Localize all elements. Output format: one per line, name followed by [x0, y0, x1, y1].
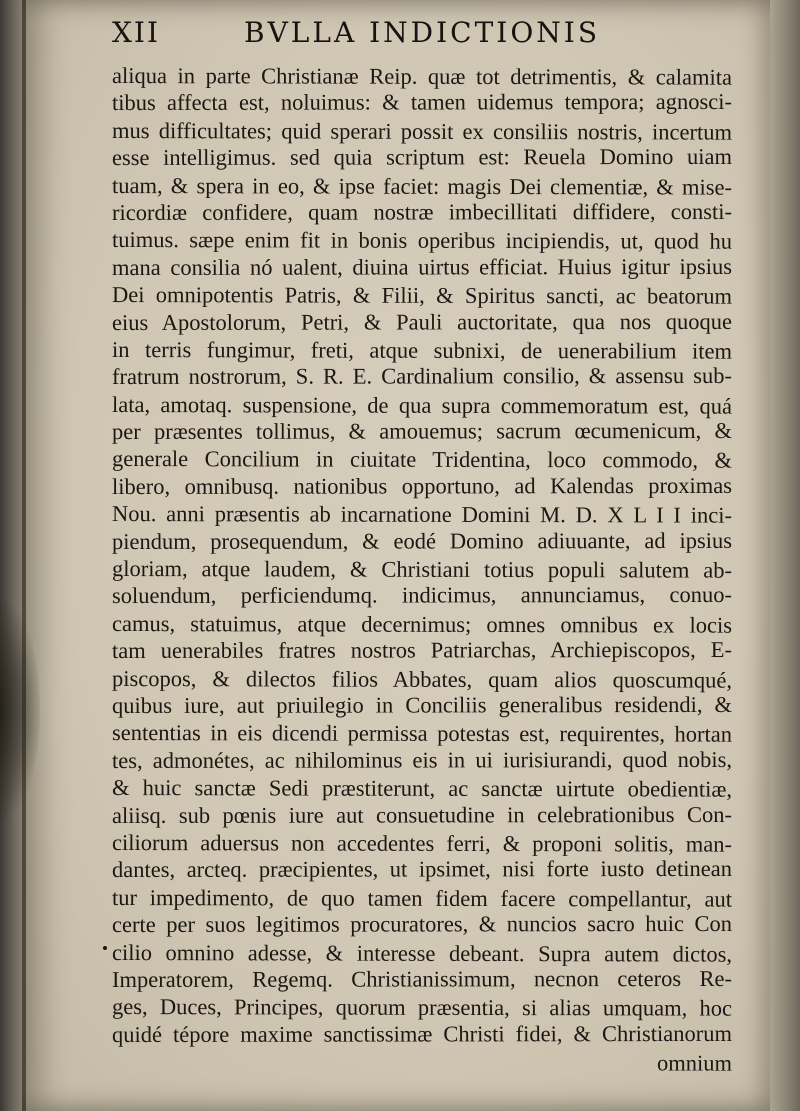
folio-number: XII	[112, 16, 161, 49]
text-line: fratrum nostrorum, S. R. E. Cardinalium consilio, & assensu sub-	[111, 363, 733, 390]
text-line: tes, admonétes, ac nihilominus eis in ui iurisiurandi, quod nobis,	[111, 746, 733, 773]
text-line: piscopos, & dilectos filios Abbates, quam alios quoscumqué,	[111, 665, 733, 693]
margin-dot	[103, 946, 107, 950]
text-line: tuam, & spera in eo, & ipse faciet: magis Dei clementiæ, & mise-	[111, 172, 733, 200]
text-line: quidé tépore maxime sanctissimæ Christi fidei, & Christianorum	[111, 1020, 733, 1047]
text-line: tam uenerabiles fratres nostros Patriarchas, Archiepiscopos, E-	[111, 637, 733, 664]
text-line: soluendum, perficiendumq. indicimus, annunciamus, conuo-	[111, 582, 733, 609]
text-line: quibus iure, aut priuilegio in Conciliis generalibus residendi, &	[111, 691, 733, 718]
text-line: tibus affecta est, noluimus: & tamen uidemus tempora; agnosci-	[111, 89, 733, 116]
text-line: aliisq. sub pœnis iure aut consuetudine in celebrationibus Con-	[111, 801, 733, 828]
text-line: mus difficultates; quid sperari possit ex consiliis nostris, incertum	[111, 117, 733, 145]
text-line: Dei omnipotentis Patris, & Filii, & Spiritus sancti, ac beatorum	[111, 282, 733, 309]
text-line: piendum, prosequendum, & eodé Domino adiuuante, ad ipsius	[111, 527, 733, 554]
running-head: BVLLA INDICTIONIS	[244, 16, 601, 49]
text-line: mana consilia nó ualent, diuina uirtus efficiat. Huius igitur ipsius	[111, 253, 733, 280]
text-line: sententias in eis dicendi permissa potestas est, requirentes, hortan	[111, 720, 733, 747]
text-line: tuimus. sæpe enim fit in bonis operibus incipiendis, ut, quod hu	[111, 227, 733, 254]
text-line: gloriam, atque laudem, & Christiani totius populi salutem ab-	[111, 556, 733, 583]
text-line: dantes, arcteq. præcipientes, ut ipsimet, nisi forte iusto detinean	[111, 856, 733, 883]
text-line: ges, Duces, Principes, quorum præsentia, si alias umquam, hoc	[111, 994, 733, 1021]
text-line: camus, statuimus, atque decernimus; omnes omnibus ex locis	[111, 610, 733, 638]
body-text	[112, 62, 732, 1075]
text-line: & huic sanctæ Sedi præstiterunt, ac sanctæ uirtute obedientiæ,	[111, 775, 733, 802]
text-line: esse intelligimus. sed quia scriptum est: Reuela Domino uiam	[111, 144, 733, 171]
page-header	[112, 16, 632, 56]
page-gutter-edge	[22, 0, 26, 1111]
text-line: Nou. anni præsentis ab incarnatione Domini M. D. X L I I inci-	[111, 501, 733, 528]
text-line: certe per suos legitimos procuratores, & nuncios sacro huic Con	[111, 911, 733, 938]
text-line: generale Concilium in ciuitate Tridentina, loco commodo, &	[111, 446, 733, 474]
catchword: omnium	[656, 1050, 733, 1076]
text-line: cilio omnino adesse, & interesse debeant. Supra autem dictos,	[111, 939, 733, 967]
text-line: lata, amotaq. suspensione, de qua supra commemoratum est, quá	[111, 391, 733, 419]
text-line: Imperatorem, Regemq. Christianissimum, necnon ceteros Re-	[111, 965, 733, 992]
text-line: aliqua in parte Christianæ Reip. quæ tot detrimentis, & calamita	[111, 63, 733, 90]
text-line: ciliorum aduersus non accedentes ferri, & proponi solitis, man-	[111, 829, 733, 857]
text-line: libero, omnibusq. nationibus opportuno, ad Kalendas proximas	[111, 472, 733, 499]
text-line: ricordiæ confidere, quam nostræ imbecillitati diffidere, consti-	[111, 198, 733, 225]
text-line: tur impedimento, de quo tamen fidem facere compellantur, aut	[111, 884, 733, 912]
text-line: per præsentes tollimus, & amouemus; sacrum œcumenicum, &	[111, 417, 733, 445]
text-line: in terris fungimur, freti, atque subnixi, de uenerabilium item	[111, 336, 733, 364]
text-line: eius Apostolorum, Petri, & Pauli auctoritate, qua nos quoque	[111, 308, 733, 335]
